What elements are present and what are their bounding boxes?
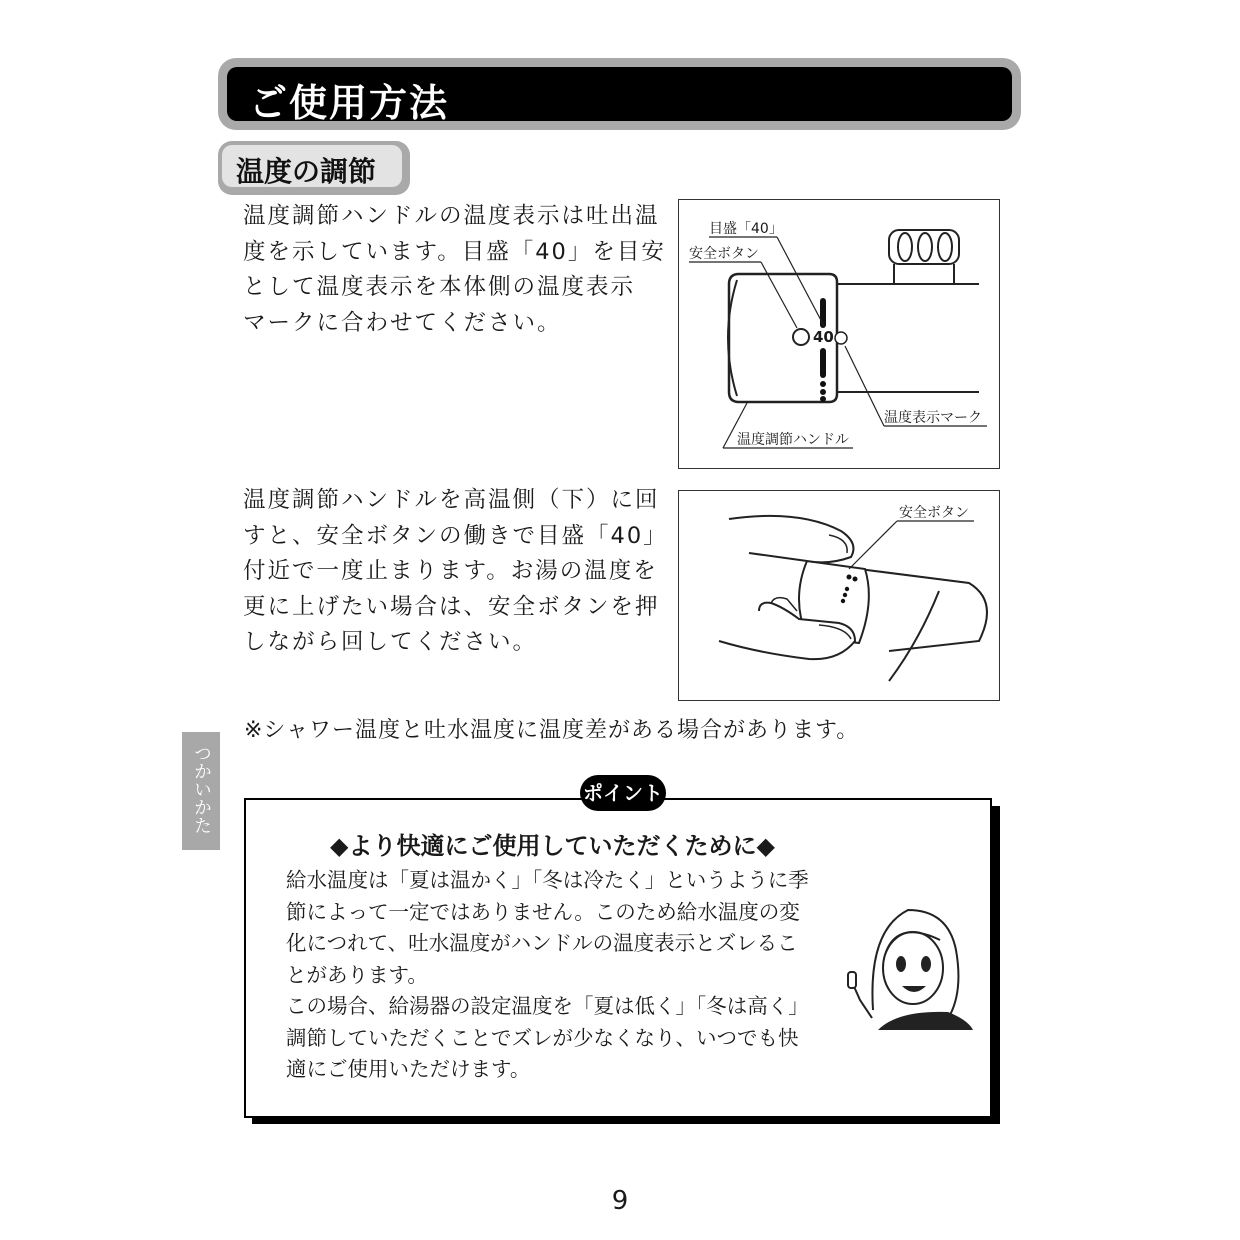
temperature-note: ※シャワー温度と吐水温度に温度差がある場合があります。 [244, 718, 860, 743]
subsection-tab-background [222, 145, 402, 187]
paragraph-line: として温度表示を本体側の温度表示 [243, 274, 636, 300]
hand-turning-drawing [679, 491, 999, 700]
side-tab-label: つかいかた [191, 744, 212, 834]
point-body-line: この場合、給湯器の設定温度を「夏は低く」「冬は高く」 [286, 994, 809, 1018]
paragraph-temperature-display [243, 199, 668, 341]
paragraph-safety-button [243, 483, 668, 661]
safety-button-label: 安全ボタン [689, 246, 759, 262]
temperature-mark-label: 温度表示マーク [884, 410, 982, 426]
point-label: ポイント [580, 775, 666, 811]
handle-label: 温度調節ハンドル [737, 432, 849, 448]
paragraph-line: 更に上げたい場合は、安全ボタンを押 [243, 593, 660, 620]
woman-illustration [838, 890, 988, 1040]
paragraph-line: 付近で一度止まります。お湯の温度を [243, 558, 658, 584]
page-number: 9 [611, 1186, 629, 1216]
point-body-line: 給水温度は「夏は温かく」「冬は冷たく」というように季 [286, 868, 809, 892]
paragraph-line: 温度調節ハンドルを高温側（下）に回 [243, 487, 660, 513]
subsection-title: 温度の調節 [236, 155, 377, 188]
section-title-bar [218, 58, 1021, 130]
subsection-tab [218, 141, 410, 195]
paragraph-line: すと、安全ボタンの働きで目盛「40」 [243, 522, 668, 549]
point-body-line: 適にご使用いただけます。 [286, 1057, 531, 1081]
page-title: ご使用方法 [249, 81, 450, 125]
point-body-line: 節によって一定ではありません。このため給水温度の変 [286, 899, 800, 924]
handle-diagram [678, 199, 1000, 469]
paragraph-line: マークに合わせてください。 [243, 309, 562, 336]
point-body-line: 化につれて、吐水温度がハンドルの温度表示とズレるこ [286, 931, 798, 955]
scale-label: 目盛「40」 [709, 221, 783, 237]
point-body [286, 865, 809, 1086]
point-body-line: 調節していただくことでズレが少なくなり、いつでも快 [286, 1025, 799, 1050]
hand-turning-diagram [678, 490, 1000, 701]
paragraph-line: 温度調節ハンドルの温度表示は吐出温 [243, 203, 660, 229]
section-title-background [227, 67, 1012, 125]
point-heading: ◆より快適にご使用していただくために◆ [330, 832, 775, 860]
safety-button-label: 安全ボタン [899, 505, 969, 521]
point-body-line: とがあります。 [286, 962, 428, 987]
paragraph-line: 度を示しています。目盛「40」を目安 [243, 238, 666, 265]
scale-value: 40 [813, 328, 834, 346]
side-index-tab [182, 732, 220, 850]
paragraph-line: しながら回してください。 [243, 629, 538, 655]
handle-diagram-drawing [679, 200, 999, 468]
